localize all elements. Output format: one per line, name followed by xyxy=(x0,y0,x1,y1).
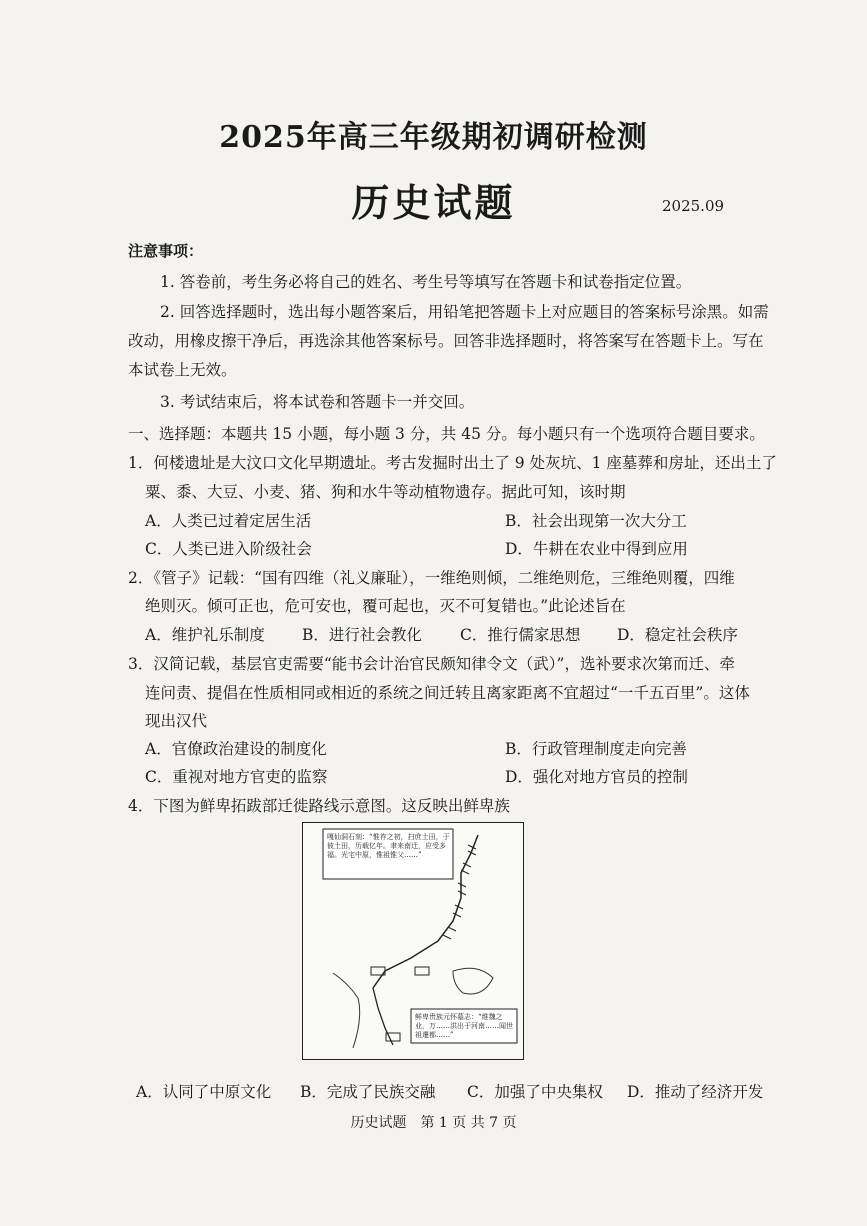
exam-date: 2025.09 xyxy=(662,197,725,215)
notice-item-1: 1. 答卷前，考生务必将自己的姓名、考生号等填写在答题卡和试卷指定位置。 xyxy=(160,273,692,291)
q4-option-a: A．认同了中原文化 xyxy=(136,1083,272,1101)
q1-option-c: C．人类已进入阶级社会 xyxy=(145,540,312,558)
q4-option-b: B．完成了民族交融 xyxy=(300,1083,436,1101)
notice-heading: 注意事项： xyxy=(128,242,204,260)
q2-option-d: D．稳定社会秩序 xyxy=(617,626,738,644)
q4-stem-line-1: 4．下图为鲜卑拓跋部迁徙路线示意图。这反映出鲜卑族 xyxy=(128,797,510,815)
migration-route-south xyxy=(373,988,393,1045)
q2-stem-line-1: 2．《管子》记载：“国有四维（礼义廉耻），一维绝则倾，二维绝则危，三维绝则覆，四维 xyxy=(128,569,735,587)
city-marker-2 xyxy=(415,967,429,975)
page-footer: 历史试题 第 1 页 共 7 页 xyxy=(350,1115,517,1131)
q3-stem-line-2: 连问责、提倡在性质相同或相近的系统之间迁转且离家距离不宜超过“一千五百里”。这体 xyxy=(145,684,750,702)
notice-item-2-line-2: 改动，用橡皮擦干净后，再选涂其他答案标号。回答非选择题时，将答案写在答题卡上。写在 xyxy=(128,332,764,350)
q3-option-c: C．重视对地方官吏的监察 xyxy=(145,768,328,786)
q3-option-b: B．行政管理制度走向完善 xyxy=(505,740,687,758)
notice-item-3: 3. 考试结束后，将本试卷和答题卡一并交回。 xyxy=(160,393,475,411)
q2-option-a: A．维护礼乐制度 xyxy=(145,626,265,644)
section-heading: 一、选择题：本题共 15 小题，每小题 3 分，共 45 分。每小题只有一个选项符合题目要求。 xyxy=(128,425,765,443)
q1-option-b: B．社会出现第一次大分工 xyxy=(505,512,687,530)
q2-option-c: C．推行儒家思想 xyxy=(460,626,581,644)
q1-stem-line-2: 粟、黍、大豆、小麦、猪、狗和水牛等动植物遗存。据此可知，该时期 xyxy=(145,483,626,501)
map-note-top: 嘎仙洞石刻：“惟祚之初，扫庶土田，于彼土田，历载亿年。聿来南迁，应受多福。光宅中原，惟祖惟父……” xyxy=(327,833,450,859)
q4-option-c: C．加强了中央集权 xyxy=(467,1083,603,1101)
q3-option-d: D．强化对地方官员的控制 xyxy=(505,768,688,786)
notice-item-2-line-1: 2. 回答选择题时，选出每小题答案后，用铅笔把答题卡上对应题目的答案标号涂黑。如需 xyxy=(160,303,769,321)
q3-stem-line-3: 现出汉代 xyxy=(145,712,208,730)
q2-stem-line-2: 绝则灭。倾可正也，危可安也，覆可起也，灭不可复错也。”此论述旨在 xyxy=(145,597,626,615)
q1-option-d: D．牛耕在农业中得到应用 xyxy=(505,540,688,558)
migration-map xyxy=(302,822,524,1060)
river xyxy=(333,973,360,1048)
q1-stem-line-1: 1．何楼遗址是大汶口文化早期遗址。考古发掘时出土了 9 处灰坑、1 座墓葬和房址，还出土了 xyxy=(128,454,777,472)
map-note-bottom: 鲜卑贵族元怀墓志：“维魏之业，万……洪出于河南……闻世祖遷都……” xyxy=(415,1013,513,1039)
exam-title: 2025年高三年级期初调研检测 xyxy=(219,120,648,155)
notice-item-2-line-3: 本试卷上无效。 xyxy=(128,361,237,379)
coastline xyxy=(453,968,493,994)
q4-option-d: D．推动了经济开发 xyxy=(627,1083,764,1101)
q3-stem-line-1: 3．汉简记载，基层官吏需要“能书会计治官民颇知律令文（武）”，选补要求次第而迁、牵 xyxy=(128,655,735,673)
q3-option-a: A．官僚政治建设的制度化 xyxy=(145,740,327,758)
q2-option-b: B．进行社会教化 xyxy=(302,626,422,644)
q1-option-a: A．人类已过着定居生活 xyxy=(145,512,312,530)
exam-subtitle: 历史试题 xyxy=(351,180,516,225)
